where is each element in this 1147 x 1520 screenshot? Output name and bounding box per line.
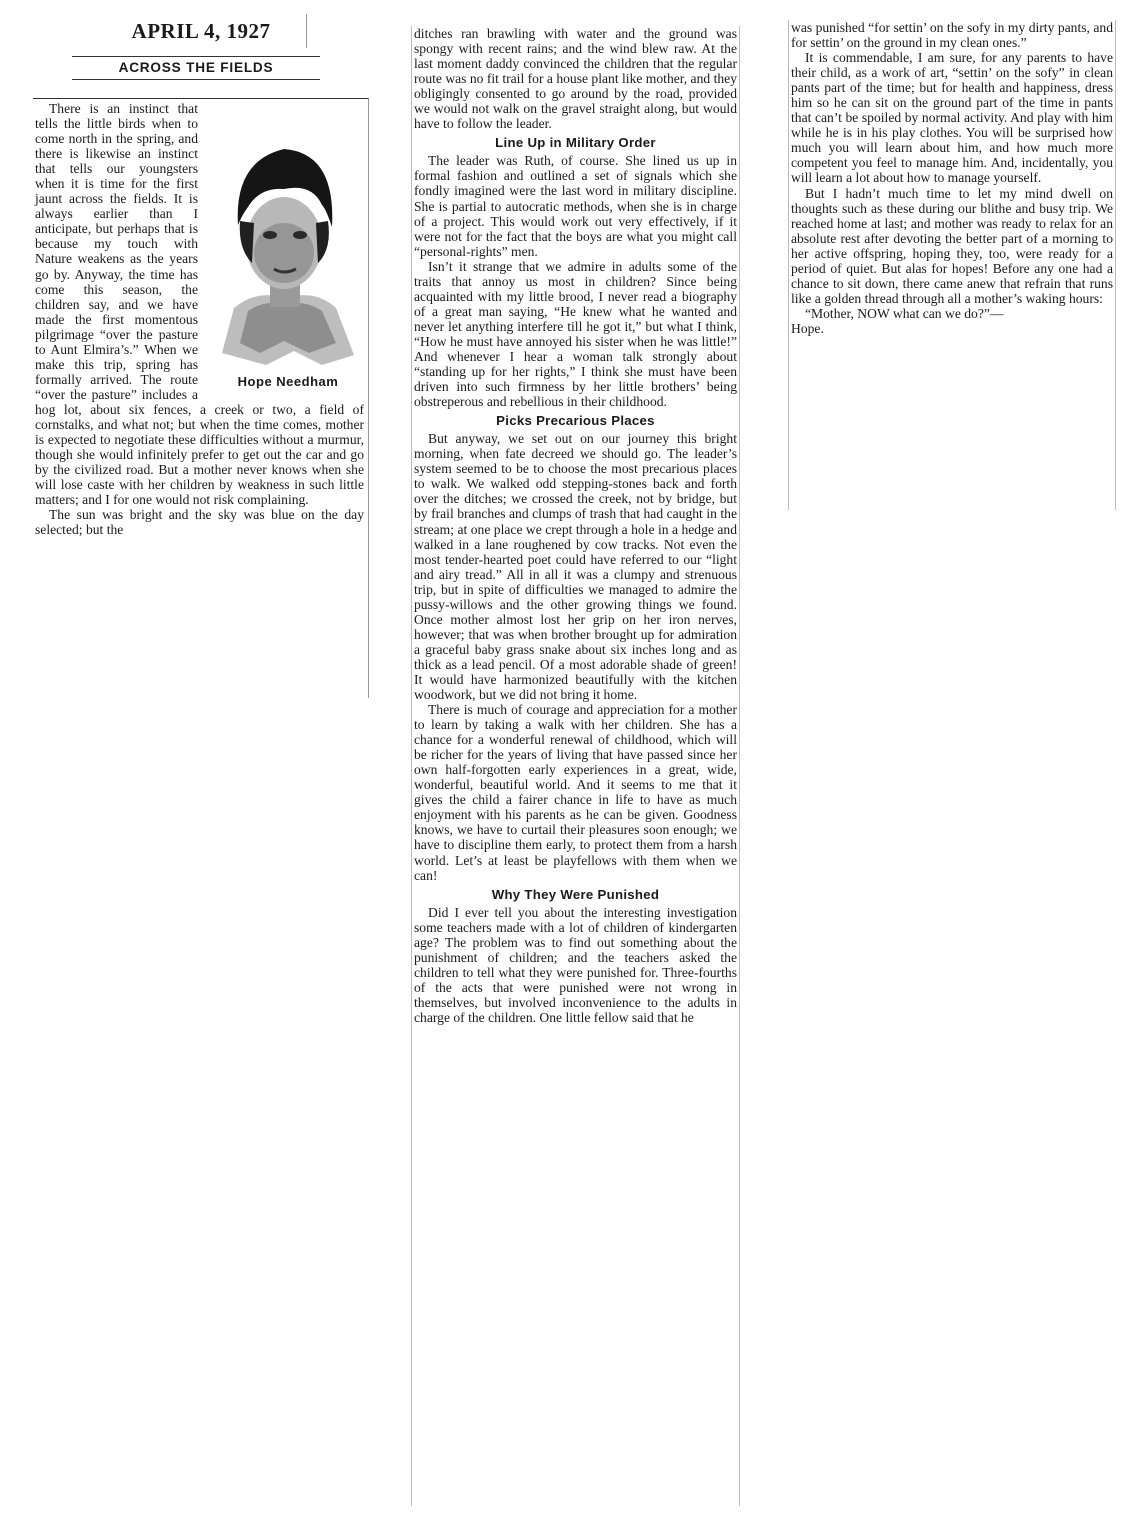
dateline: APRIL 4, 1927: [96, 14, 307, 48]
portrait-photo: [204, 103, 364, 373]
article-column-3: [788, 20, 1116, 510]
paragraph: There is much of courage and appreciation for a mother to learn by taking a walk with her children. She has a chance for a wonderful renewal of childhood, which will be richer for the years of living that have passed since her own half-forgotten early experiences in a great, wide, wonderful, beautiful world. And it seems to me that it gives the child a fairer chance in life to have as much enjoyment with his parents as he can be given. Goodness knows, we have to curtail their pleasures soon enough; we have to discipline them early, to protect them from a harsh world. Let’s at least be playfellows with them when we can!: [414, 702, 737, 883]
signature: Hope.: [791, 320, 824, 336]
paragraph: “Mother, NOW what can we do?”—: [805, 305, 1004, 321]
paragraph: But I hadn’t much time to let my mind dwell on thoughts such as these during our blithe and busy trip. We reached home at last; and mother was ready to relax for an absolute rest after devoting the better part of a morning to her active offspring, hoping they, too, were ready for a period of quiet. But alas for hopes! Before any one had a chance to sit down, there came anew that refrain that runs like a golden thread through all a mother’s waking hours:: [791, 185, 1113, 306]
paragraph: But anyway, we set out on our journey this bright morning, when fate decreed we should go. The leader’s system seemed to be to choose the most precarious places to walk. We walked odd stepping-stones back and forth over the ditches; we crossed the creek, not by bridge, but by frail branches and clumps of trash that had caught in the stream; at one place we crept through a hole in a hedge and walked in a lane roughened by cow tracks. Not even the most tender-hearted poet could have referred to our “light and airy tread.” All in all it was a clumpy and strenuous trip, but in spite of difficulties we managed to admire the pussy-willows and the other growing things we found. Once mother almost lost her grip on her iron nerves, however; that was when brother brought up for admiration a graceful baby grass snake about six inches long and as thick as a lead pencil. Of a most adorable shade of green! It would have harmonized beautifully with the kitchen woodwork, but we did not bring it home.: [414, 431, 737, 703]
paragraph: The sun was bright and the sky was blue on the day selected; but the: [35, 507, 364, 538]
column-title: ACROSS THE FIELDS: [72, 56, 320, 80]
subheading: Picks Precarious Places: [496, 413, 655, 429]
article-column-2: [411, 26, 740, 1506]
paragraph: was punished “for settin’ on the sofy in my dirty pants, and for settin’ on the ground in my clean ones.”: [791, 20, 1113, 51]
paragraph: The leader was Ruth, of course. She lined us up in formal fashion and outlined a set of signals which she fondly imagined were the last word in military discipline. She is partial to autocratic methods, when she is in charge of a project. This would work out very effectively, if it were not for the fact that the boys are what you might call “personal-rights” men.: [414, 153, 737, 259]
portrait-caption: Hope Needham: [237, 373, 339, 389]
paragraph: It is commendable, I am sure, for any parents to have their child, as a work of art, “settin’ on the sofy” in clean pants part of the time; but for health and happiness, dress him so he can sit on the ground part of the time in pants that can’t be spoiled by normal activity. And play with him while he is in his play clothes. You will be surprised how much you will learn about him, and how much more competent you feel to manage him. And, incidentally, you will learn a lot about how to manage yourself.: [791, 50, 1113, 186]
paragraph: Isn’t it strange that we admire in adults some of the traits that annoy us most in children? Since being acquainted with my little brood, I never read a biography of a great man saying, “He knew what he wanted and never let anything interfere till he got it,” but what I think, “How he must have annoyed his sister when he was little!” And whenever I hear a woman talk strongly about “standing up for her rights,” I think she must have been driven into such firmness by her little brothers’ being obstreperous and rebellious in their childhood.: [414, 258, 737, 410]
article-column-1: [33, 98, 369, 698]
paragraph: ditches ran brawling with water and the ground was spongy with recent rains; and the wind blew raw. At the last moment daddy convinced the children that the regular route was no fit trail for a house plant like mother, and they obligingly consented to go around by the road, provided we would not walk on the gravel straight along, but would have to follow the leader.: [414, 26, 737, 132]
subheading: Why They Were Punished: [491, 886, 660, 902]
subheading: Line Up in Military Order: [495, 135, 656, 151]
paragraph: Did I ever tell you about the interesting investigation some teachers made with a lot of children of kindergarten age? The problem was to find out something about the punishment of children; and the teachers asked the children to tell what they were punished for. Three-fourths of the acts that were punished were not wrong in themselves, but involved inconvenience to the adults in charge of the children. One little fellow said that he: [414, 904, 737, 1025]
author-portrait: [204, 103, 364, 389]
paragraph: There is an instinct that tells the little birds when to come north in the spring, and there is likewise an instinct that tells our youngsters when it is time for the first jaunt across the fields. It is always earlier than I anticipate, but perhaps that is because my touch with Nature weakens as the years go by. Anyway, the time has come this season, the children say, and we have made the first momentous pilgrimage “over the pasture to Aunt Elmira’s.” When we make this trip, spring has formally arrived. The route “over the pasture” includes a hog lot, about six fences, a creek or two, a field of cornstalks, and what not; but when the time comes, mother is expected to negotiate these difficulties without a murmur, though she would infinitely prefer to get out the car and go by the civilized road. But a mother never knows when she will lose caste with her children by weakness in such little matters; and I for one would not risk complaining.: [35, 101, 364, 508]
